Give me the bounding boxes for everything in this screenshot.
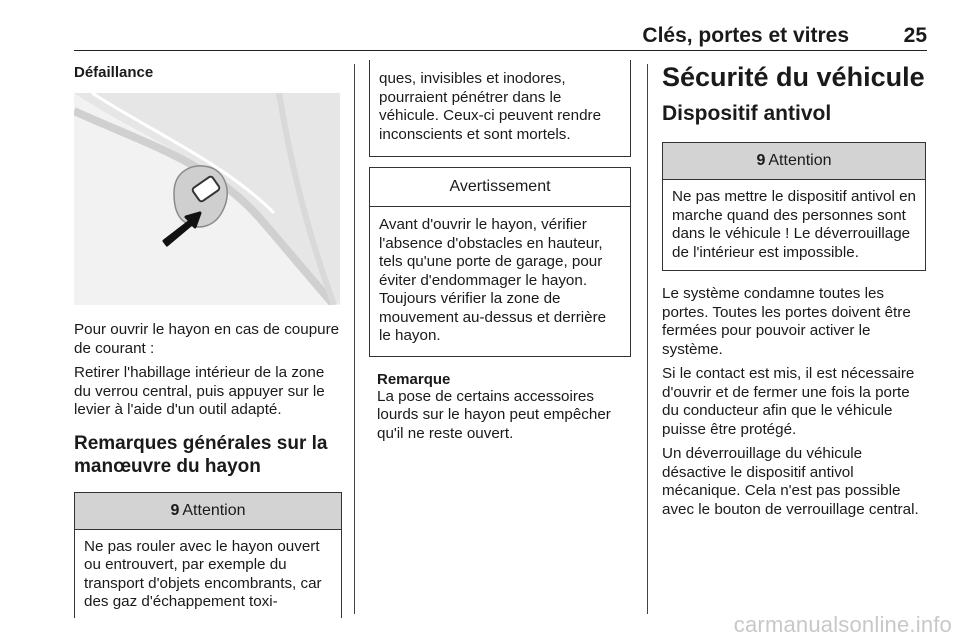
paragraph-unlocking: Un déverrouillage du véhicule désactive le dispositif antivol mécanique. Cela n'est pas possible avec le bouton de verrouillage central.: [662, 445, 919, 518]
attention-box-header: [663, 143, 925, 180]
column-2: [369, 60, 631, 443]
tailgate-lock-drawing: [74, 93, 340, 305]
page-header: [74, 0, 927, 51]
attention-title: Attention: [182, 501, 246, 519]
vehicle-security-heading: Sécurité du véhicule: [662, 62, 925, 92]
attention-text: Ne pas rouler avec le hayon ouvert ou entrouvert, par exemple du transport d'objets encombrants, car des gaz d'échappement toxi-: [84, 537, 322, 610]
warning-text: Avant d'ouvrir le hayon, vérifier l'absence d'obstacles en hauteur, tels qu'une porte de garage, pour éviter d'endommager le hayon. Toujours vérifier la zone de mouvement au-dessus et derrière le hayon.: [379, 216, 607, 344]
column-divider-2: [647, 64, 648, 614]
attention-continued-body: [370, 60, 630, 156]
attention-title: Attention: [768, 152, 832, 169]
column-3: [662, 60, 926, 519]
attention-box-continued: [369, 60, 631, 157]
tailgate-lock-illustration: [74, 93, 340, 305]
attention-box-antitheft: [662, 142, 926, 271]
section-title: Clés, portes et vitres: [642, 24, 849, 47]
paragraph-ignition: Si le contact est mis, il est nécessaire d'ouvrir et de fermer une fois la porte du conducteur afin que le véhicule puisse être protégé.: [662, 365, 915, 438]
warning-triangle-icon: 9: [756, 152, 766, 169]
attention-box-body: [75, 530, 341, 620]
paragraph-system-locks: Le système condamne toutes les portes. Toutes les portes doivent être fermées pour pouvoir activer le système.: [662, 285, 911, 358]
watermark: carmanualsonline.info: [733, 612, 952, 637]
note-text: La pose de certains accessoires lourds sur le hayon peut empêcher qu'il ne reste ouvert.: [377, 387, 611, 442]
failure-heading: Défaillance: [74, 64, 154, 81]
attention-box-body: [663, 180, 925, 270]
attention-box-header: [75, 493, 341, 530]
paragraph-release-procedure: Retirer l'habillage intérieur de la zone du verrou central, puis appuyer sur le levier à l'aide d'un outil adapté.: [74, 364, 325, 418]
paragraph-power-failure: Pour ouvrir le hayon en cas de coupure de courant :: [74, 321, 340, 357]
column-1: [74, 64, 342, 618]
warning-triangle-icon: 9: [170, 501, 180, 519]
attention-box-tailgate: [74, 492, 342, 618]
attention-continued-text: ques, invisibles et inodores, pourraient pénétrer dans le véhicule. Ceux-ci peuvent rendre inconscients et sont mortels.: [379, 70, 602, 143]
warning-box: [369, 167, 631, 357]
anti-theft-heading: Dispositif antivol: [662, 102, 832, 125]
general-remarks-heading: Remarques générales sur la manœuvre du hayon: [74, 432, 328, 477]
warning-title: Avertissement: [449, 178, 551, 195]
column-divider-1: [354, 64, 355, 614]
note-heading: Remarque: [377, 370, 451, 388]
page-number: 25: [903, 24, 927, 47]
attention-text: Ne pas mettre le dispositif antivol en marche quand des personnes sont dans le véhicule ! Le déverrouillage de l'intérieur est impossible.: [672, 188, 916, 261]
warning-box-header: [370, 168, 630, 207]
warning-box-body: [370, 207, 630, 356]
